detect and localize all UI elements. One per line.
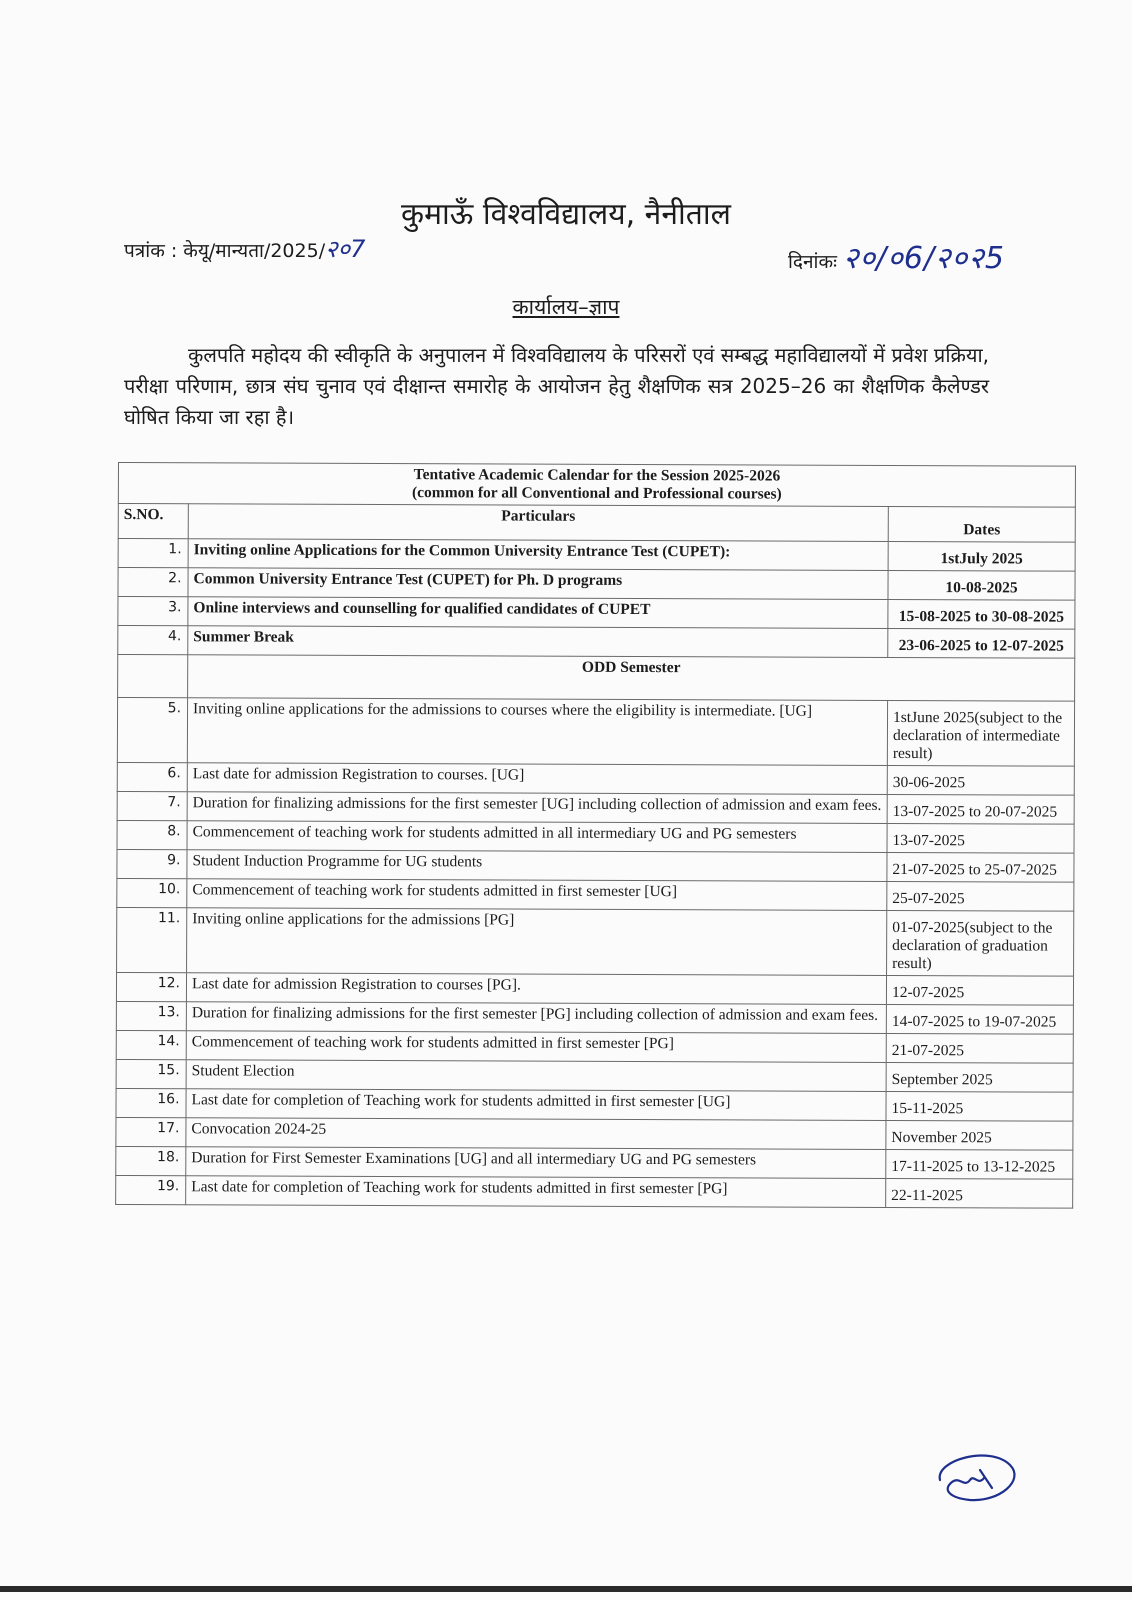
row-particular: Last date for completion of Teaching work for students admitted in first semester [PG] — [186, 1176, 886, 1208]
header-particulars: Particulars — [188, 504, 888, 542]
row-date: 22-11-2025 — [886, 1178, 1073, 1208]
row-sno: 9. — [117, 849, 187, 878]
row-date: 10-08-2025 — [888, 570, 1075, 600]
table-row — [116, 1175, 1073, 1208]
section-title: ODD Semester — [188, 655, 1075, 701]
reference-number — [124, 232, 365, 265]
row-particular: Duration for finalizing admissions for the first semester [PG] including collection of admission and exam fees. — [186, 1002, 886, 1034]
date-label: दिनांकः — [788, 251, 837, 273]
table-row — [116, 1088, 1073, 1121]
academic-calendar-table — [115, 462, 1076, 1209]
row-particular: Commencement of teaching work for students admitted in all intermediary UG and PG semesters — [187, 821, 887, 853]
section-row-odd-semester — [118, 655, 1075, 702]
table-row — [117, 820, 1074, 853]
row-sno: 15. — [116, 1059, 186, 1088]
row-particular: Duration for finalizing admissions for the first semester [UG] including collection of admission and exam fees. — [187, 792, 887, 824]
row-particular: Student Election — [186, 1060, 886, 1092]
row-particular: Commencement of teaching work for students admitted in first semester [UG] — [187, 879, 887, 911]
row-date: September 2025 — [886, 1062, 1073, 1092]
table-row — [118, 597, 1075, 630]
row-date: 13-07-2025 to 20-07-2025 — [887, 794, 1074, 824]
document-date — [788, 236, 1005, 277]
university-name: कुमाऊँ विश्वविद्यालय, नैनीताल — [401, 197, 731, 232]
table-row — [118, 539, 1075, 572]
row-particular: Summer Break — [188, 626, 888, 658]
row-particular: Commencement of teaching work for students admitted in first semester [PG] — [186, 1031, 886, 1063]
row-sno: 8. — [117, 820, 187, 849]
table-row — [116, 1146, 1073, 1179]
row-sno: 2. — [118, 568, 188, 597]
row-sno: 16. — [116, 1088, 186, 1117]
row-sno: 3. — [118, 597, 188, 626]
table-row — [118, 626, 1075, 659]
row-particular: Last date for completion of Teaching work for students admitted in first semester [UG] — [186, 1089, 886, 1121]
row-particular: Last date for admission Registration to courses. [UG] — [187, 763, 887, 795]
row-particular: Last date for admission Registration to courses [PG]. — [186, 973, 886, 1005]
row-sno: 1. — [118, 539, 188, 568]
row-date: November 2025 — [886, 1120, 1073, 1150]
section-spacer — [118, 655, 188, 698]
row-date: 21-07-2025 to 25-07-2025 — [887, 852, 1074, 882]
row-date: 25-07-2025 — [887, 881, 1074, 911]
row-sno: 14. — [116, 1030, 186, 1059]
row-particular: Inviting online Applications for the Common University Entrance Test (CUPET): — [188, 539, 888, 571]
row-date: 17-11-2025 to 13-12-2025 — [886, 1149, 1073, 1179]
row-sno: 5. — [117, 698, 187, 763]
row-date: 15-08-2025 to 30-08-2025 — [888, 599, 1075, 629]
table-row — [116, 1030, 1073, 1063]
row-sno: 19. — [116, 1175, 186, 1204]
table-row — [117, 907, 1074, 976]
row-date: 30-06-2025 — [887, 765, 1074, 795]
row-sno: 7. — [117, 791, 187, 820]
calendar-table-wrapper — [115, 462, 1076, 1209]
row-particular: Online interviews and counselling for qualified candidates of CUPET — [188, 597, 888, 629]
row-sno: 18. — [116, 1146, 186, 1175]
row-date: 23-06-2025 to 12-07-2025 — [888, 628, 1075, 658]
row-date: 21-07-2025 — [886, 1033, 1073, 1063]
row-date: 1stJuly 2025 — [888, 541, 1075, 571]
row-particular: Common University Entrance Test (CUPET) for Ph. D programs — [188, 568, 888, 600]
row-particular: Inviting online applications for the admissions to courses where the eligibility is intermediate. [UG] — [187, 698, 887, 766]
table-row — [117, 878, 1074, 911]
row-particular: Student Induction Programme for UG students — [187, 850, 887, 882]
row-date: 15-11-2025 — [886, 1091, 1073, 1121]
table-row — [116, 1059, 1073, 1092]
table-row — [116, 972, 1073, 1005]
page-bottom-edge — [0, 1586, 1132, 1592]
row-particular: Inviting online applications for the admissions [PG] — [187, 908, 887, 976]
row-date: 12-07-2025 — [886, 975, 1073, 1005]
handwritten-date: २०/०6/२०२5 — [842, 241, 1005, 276]
table-row — [117, 698, 1074, 767]
row-date: 13-07-2025 — [887, 823, 1074, 853]
row-date: 14-07-2025 to 19-07-2025 — [886, 1004, 1073, 1034]
table-row — [117, 762, 1074, 795]
table-row — [116, 1001, 1073, 1034]
signature-mark — [930, 1440, 1020, 1510]
row-sno: 11. — [117, 907, 187, 972]
table-row — [117, 791, 1074, 824]
intro-paragraph: कुलपति महोदय की स्वीकृति के अनुपालन में विश्वविद्यालय के परिसरों एवं सम्बद्ध महाविद्यालयों में प्रवेश प्रक्रिया, परीक्षा परिणाम, छात्र संघ चुनाव एवं दीक्षान्त समारोह के आयोजन हेतु शैक्षणिक सत्र 2025–26 का शैक्षणिक कैलेण्डर घोषित किया जा रहा है। — [124, 343, 989, 429]
row-sno: 13. — [116, 1001, 186, 1030]
row-date: 1stJune 2025(subject to the declaration of intermediate result) — [887, 700, 1074, 766]
handwritten-ref-number: २०7 — [325, 235, 366, 263]
table-caption-row — [118, 463, 1075, 508]
row-sno: 6. — [117, 762, 187, 791]
row-sno: 17. — [116, 1117, 186, 1146]
header-sno: S.NO. — [118, 504, 188, 539]
row-particular: Duration for First Semester Examinations [UG] and all intermediary UG and PG semesters — [186, 1147, 886, 1179]
table-row — [117, 849, 1074, 882]
row-date: 01-07-2025(subject to the declaration of graduation result) — [887, 910, 1074, 976]
table-row — [118, 568, 1075, 601]
table-header-row — [118, 504, 1075, 543]
table-caption-title: Tentative Academic Calendar for the Session 2025-2026 — [413, 466, 781, 485]
table-row — [116, 1117, 1073, 1150]
row-sno: 4. — [118, 626, 188, 655]
reference-label: पत्रांक : केयू/मान्यता/2025/ — [124, 240, 326, 262]
header-dates: Dates — [888, 506, 1075, 542]
row-particular: Convocation 2024-25 — [186, 1118, 886, 1150]
row-sno: 12. — [116, 972, 186, 1001]
table-caption-subtitle: (common for all Conventional and Professional courses) — [411, 484, 782, 503]
office-memo-title: कार्यालय–ज्ञाप — [512, 295, 620, 319]
row-sno: 10. — [117, 878, 187, 907]
